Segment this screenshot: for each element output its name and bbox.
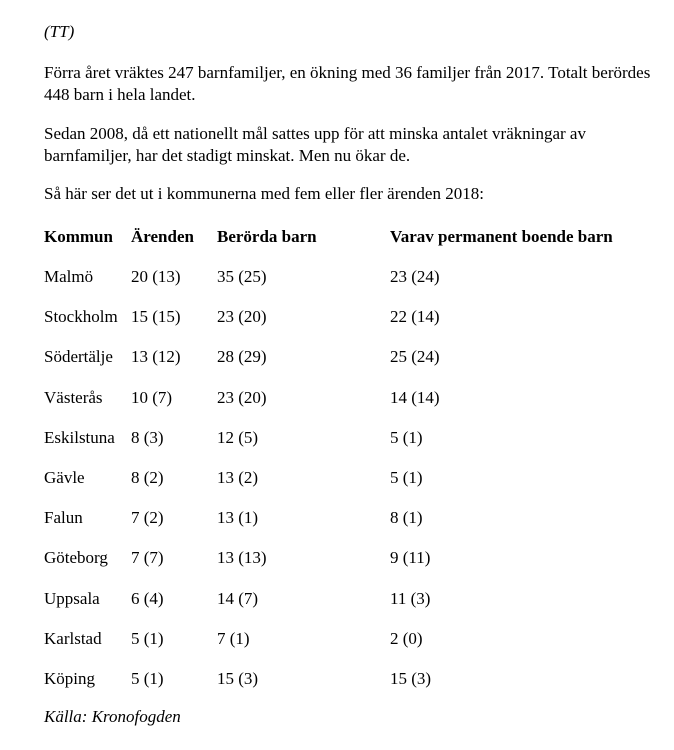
table-row — [44, 463, 650, 503]
table-row — [44, 503, 650, 543]
header-permanent-boende-barn: Varav permanent boende barn — [390, 227, 613, 246]
cell-permanent-boende-barn: 25 (24) — [390, 347, 440, 367]
cell-berorda-barn: 35 (25) — [217, 267, 267, 286]
cell-kommun: Malmö — [44, 267, 94, 286]
table-row — [44, 664, 650, 704]
cell-arenden: 5 (1) — [131, 628, 164, 648]
cell-permanent-boende-barn: 8 (1) — [390, 508, 423, 528]
table-row — [44, 543, 650, 583]
cell-arenden: 8 (2) — [131, 467, 164, 487]
paragraph-trend: Sedan 2008, då ett nationellt mål sattes upp för att minska antalet vräkningar av barnfamiljer, har det stadigt minskat. Men nu ökar de. — [44, 124, 586, 165]
table-row — [44, 584, 650, 624]
cell-permanent-boende-barn: 2 (0) — [390, 628, 423, 648]
cell-kommun: Eskilstuna — [44, 427, 115, 447]
source-note: Källa: Kronofogden — [44, 707, 181, 726]
table-row — [44, 342, 650, 382]
header-arenden: Ärenden — [131, 227, 194, 246]
cell-arenden: 7 (2) — [131, 508, 164, 528]
cell-berorda-barn: 23 (20) — [217, 307, 267, 327]
cell-berorda-barn: 13 (13) — [217, 548, 267, 568]
cell-berorda-barn: 15 (3) — [217, 668, 259, 688]
table-row — [44, 262, 650, 302]
table-row — [44, 423, 650, 463]
header-berorda-barn: Berörda barn — [217, 227, 317, 246]
cell-arenden: 5 (1) — [131, 668, 164, 688]
cell-permanent-boende-barn: 9 (11) — [390, 548, 431, 568]
cell-kommun: Stockholm — [44, 307, 118, 327]
table-row — [44, 302, 650, 342]
cell-permanent-boende-barn: 23 (24) — [390, 267, 440, 286]
cell-kommun: Köping — [44, 668, 95, 688]
header-kommun: Kommun — [44, 227, 113, 246]
cell-kommun: Falun — [44, 508, 83, 528]
cell-kommun: Gävle — [44, 467, 85, 487]
cell-berorda-barn: 7 (1) — [217, 628, 250, 648]
cell-permanent-boende-barn: 5 (1) — [390, 467, 423, 487]
cell-arenden: 20 (13) — [131, 267, 181, 286]
cell-berorda-barn: 13 (2) — [217, 467, 259, 487]
paragraph-intro: Förra året vräktes 247 barnfamiljer, en ökning med 36 familjer från 2017. Totalt berördes 448 barn i hela landet. — [44, 63, 651, 104]
paragraph-table-intro: Så här ser det ut i kommunerna med fem eller fler ärenden 2018: — [44, 184, 484, 203]
municipality-table — [44, 222, 650, 704]
cell-kommun: Södertälje — [44, 347, 113, 367]
cell-berorda-barn: 23 (20) — [217, 387, 267, 407]
cell-permanent-boende-barn: 22 (14) — [390, 307, 440, 327]
cell-arenden: 15 (15) — [131, 307, 181, 327]
table-row — [44, 383, 650, 423]
cell-berorda-barn: 13 (1) — [217, 508, 259, 528]
cell-permanent-boende-barn: 11 (3) — [390, 588, 431, 608]
cell-kommun: Uppsala — [44, 588, 100, 608]
cell-arenden: 6 (4) — [131, 588, 164, 608]
cell-berorda-barn: 14 (7) — [217, 588, 259, 608]
cell-berorda-barn: 12 (5) — [217, 427, 259, 447]
cell-berorda-barn: 28 (29) — [217, 347, 267, 367]
cell-kommun: Karlstad — [44, 628, 102, 648]
table-row — [44, 624, 650, 664]
cell-permanent-boende-barn: 14 (14) — [390, 387, 440, 407]
cell-arenden: 7 (7) — [131, 548, 164, 568]
cell-kommun: Göteborg — [44, 548, 108, 568]
cell-permanent-boende-barn: 15 (3) — [390, 668, 432, 688]
cell-permanent-boende-barn: 5 (1) — [390, 427, 423, 447]
table-header-row — [44, 222, 650, 262]
cell-kommun: Västerås — [44, 387, 103, 407]
cell-arenden: 10 (7) — [131, 387, 173, 407]
byline: (TT) — [44, 22, 75, 41]
cell-arenden: 13 (12) — [131, 347, 181, 367]
cell-arenden: 8 (3) — [131, 427, 164, 447]
